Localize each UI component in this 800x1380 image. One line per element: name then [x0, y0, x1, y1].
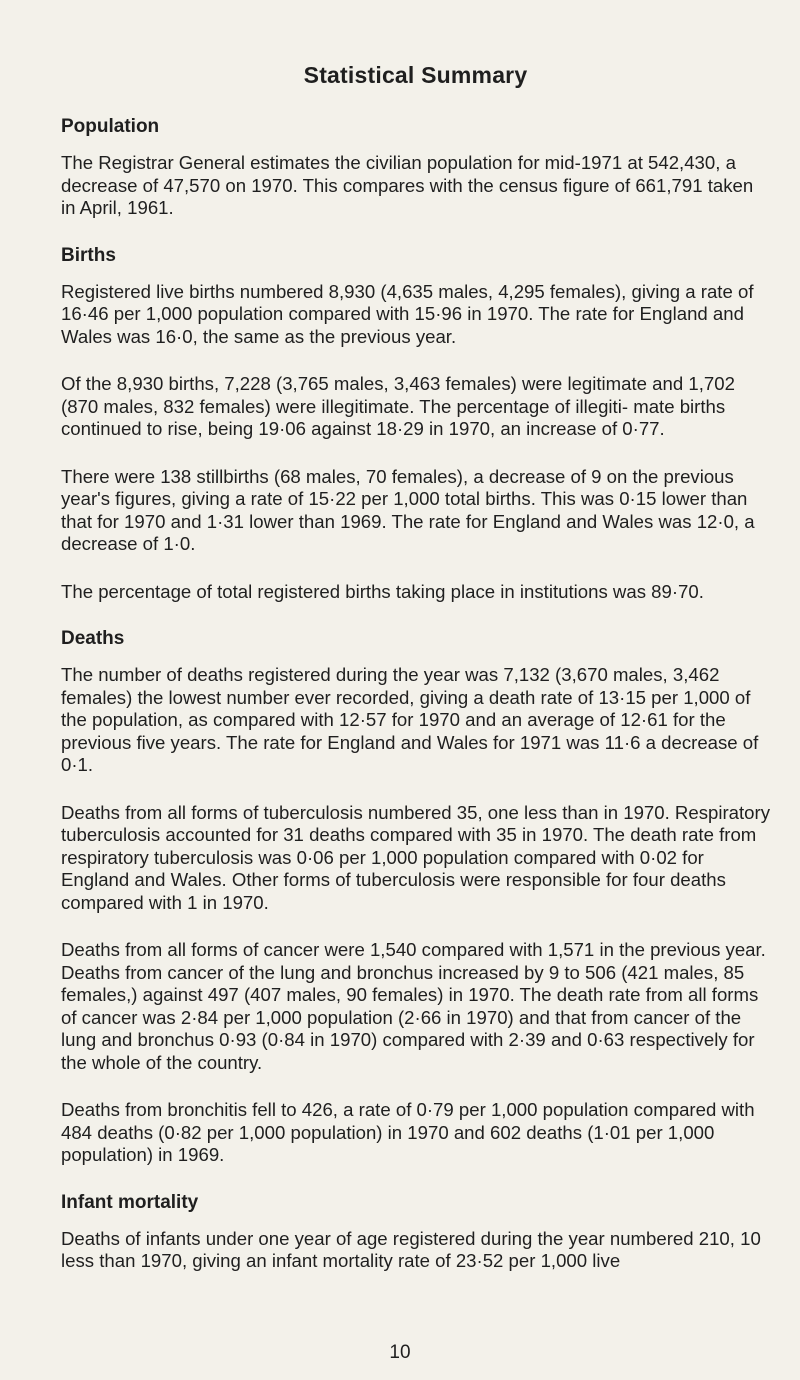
paragraph: Deaths from all forms of cancer were 1,540 compared with 1,571 in the previous year. Deaths from cancer of the lung and bronchus increased by 9 to 506 (421 males, 85 females,) against 497 (407 males, 90 females) in 1970. The death rate from all forms of cancer was 2·84 per 1,000 population (2·66 in 1970) and that from cancer of the lung and bronchus 0·93 (0·84 in 1970) compared with 2·39 and 0·63 respectively for the whole of the country. — [61, 939, 766, 1073]
paragraph: There were 138 stillbirths (68 males, 70 females), a decrease of 9 on the previous year's figures, giving a rate of 15·22 per 1,000 total births. This was 0·15 lower than that for 1970 and 1·31 lower than 1969. The rate for England and Wales was 12·0, a decrease of 1·0. — [61, 465, 755, 554]
section-births — [61, 245, 770, 604]
paragraph: The number of deaths registered during the year was 7,132 (3,670 males, 3,462 females) the lowest number ever recorded, giving a death rate of 13·15 per 1,000 of the population, as compared with 12·57 for 1970 and an average of 12·61 for the previous five years. The rate for England and Wales for 1971 was 11·6 a decrease of 0·1. — [61, 664, 759, 775]
section-heading: Infant mortality — [61, 1191, 199, 1213]
page-number: 10 — [389, 1342, 411, 1363]
section-heading: Births — [61, 244, 116, 266]
section-heading: Deaths — [61, 628, 125, 649]
page-title: Statistical Summary — [303, 62, 528, 88]
paragraph: Deaths of infants under one year of age registered during the year numbered 210, 10 less than 1970, giving an infant mortality rate of 23·52 per 1,000 live — [61, 1227, 761, 1271]
paragraph: The percentage of total registered births taking place in institutions was 89·70. — [61, 580, 704, 602]
section-heading: Population — [61, 116, 160, 137]
paragraph: Of the 8,930 births, 7,228 (3,765 males, 3,463 females) were legitimate and 1,702 (870 males, 832 females) were illegitimate. The percentage of illegiti- mate births continued to rise, being 19·06 against 18·29 in 1970, an increase of 0·77. — [61, 373, 735, 439]
section-infant-mortality — [61, 1192, 770, 1273]
section-population — [61, 116, 770, 220]
paragraph: The Registrar General estimates the civilian population for mid-1971 at 542,430, a decrease of 47,570 on 1970. This compares with the census figure of 661,791 taken in April, 1961. — [61, 152, 754, 218]
paragraph: Deaths from bronchitis fell to 426, a rate of 0·79 per 1,000 population compared with 484 deaths (0·82 per 1,000 population) in 1970 and 602 deaths (1·01 per 1,000 population) in 1969. — [61, 1099, 755, 1165]
section-deaths — [61, 628, 770, 1167]
paragraph: Deaths from all forms of tuberculosis numbered 35, one less than in 1970. Respiratory tuberculosis accounted for 31 deaths compared with 35 in 1970. The death rate from respiratory tuberculosis was 0·06 per 1,000 population compared with 0·02 for England and Wales. Other forms of tuberculosis were responsible for four deaths compared with 1 in 1970. — [61, 801, 770, 913]
paragraph: Registered live births numbered 8,930 (4,635 males, 4,295 females), giving a rate of 16·46 per 1,000 population compared with 15·96 in 1970. The rate for England and Wales was 16·0, the same as the previous year. — [61, 280, 754, 347]
